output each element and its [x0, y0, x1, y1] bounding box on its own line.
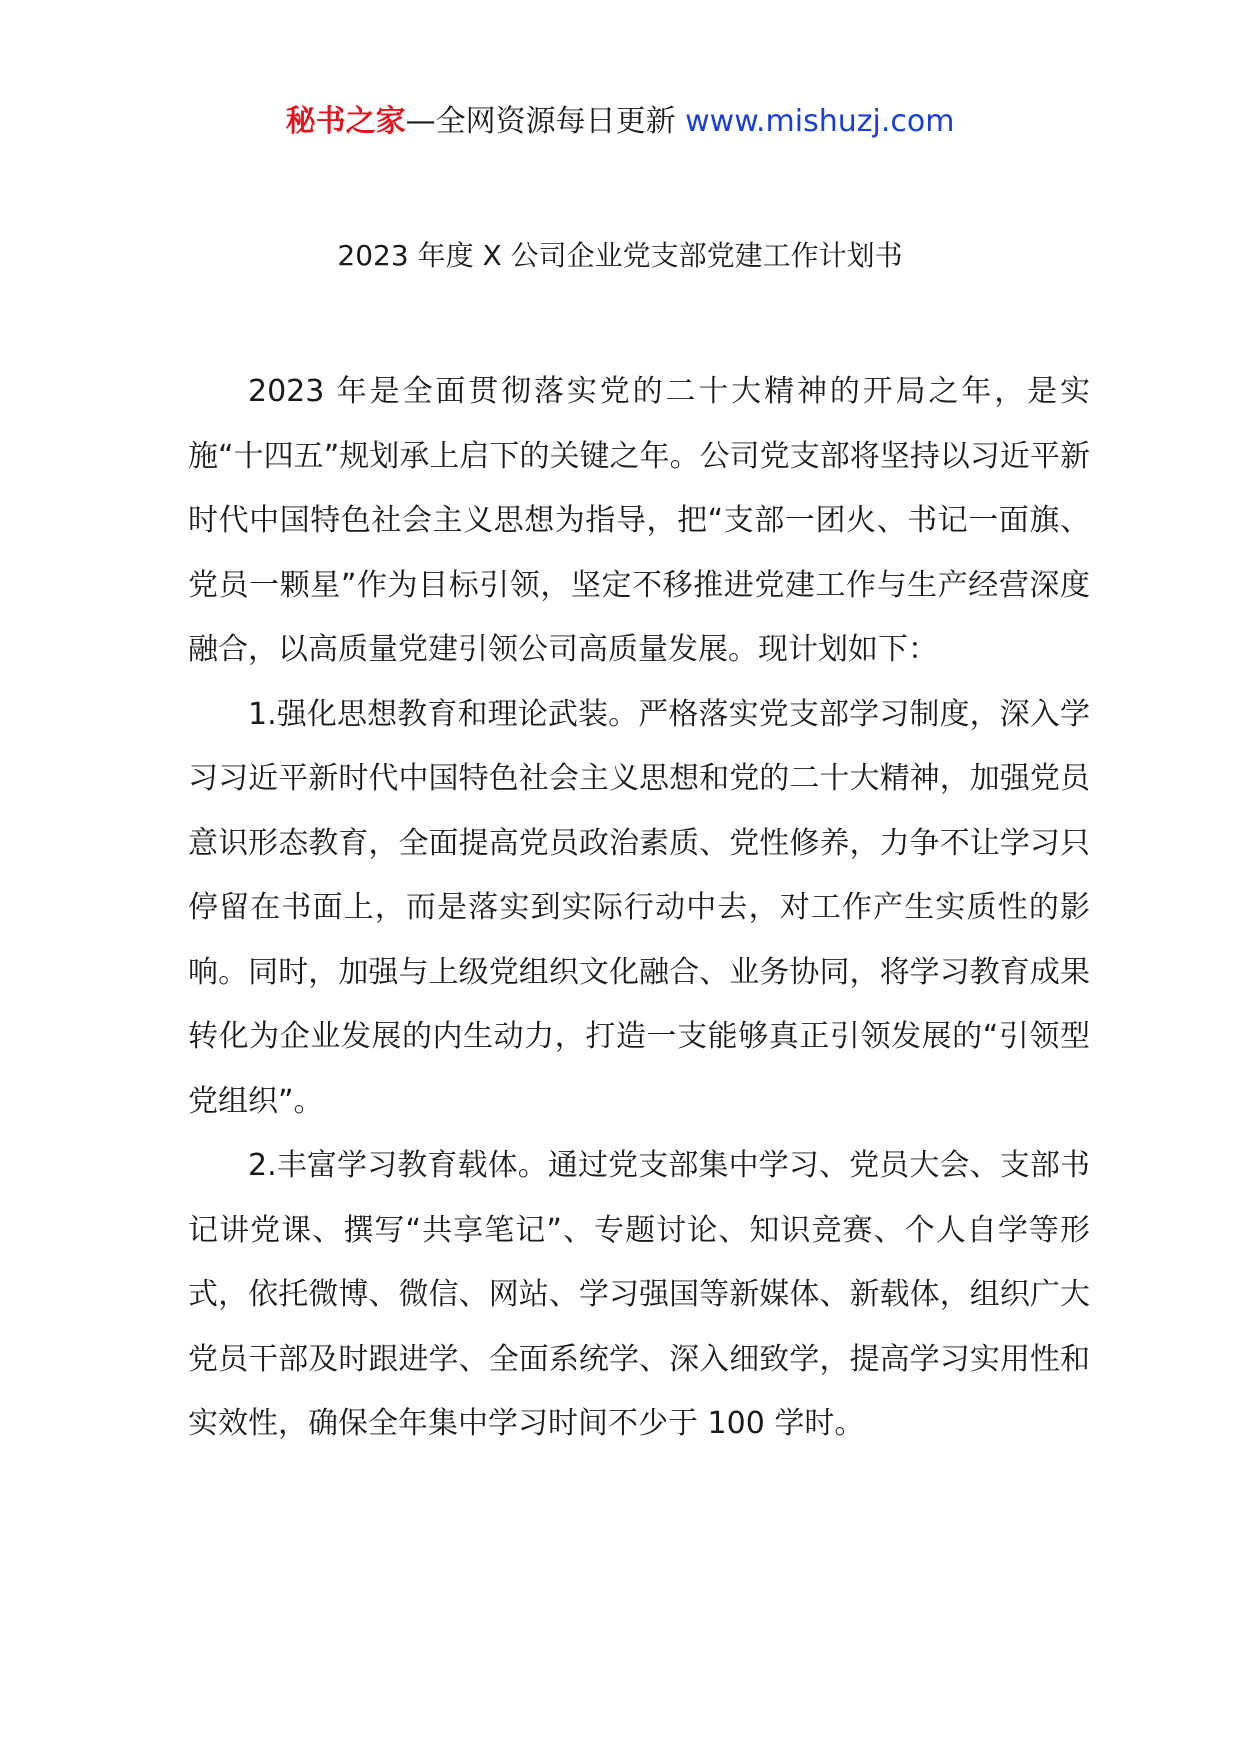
paragraph-intro: 2023 年是全面贯彻落实党的二十大精神的开局之年，是实施“十四五”规划承上启下的关键之年。公司党支部将坚持以习近平新时代中国特色社会主义思想为指导，把“支部一团火、书记一面旗、党员一颗星”作为目标引领，坚定不移推进党建工作与生产经营深度融合，以高质量党建引领公司高质量发展。现计划如下：	[188, 374, 1090, 667]
site-brand: 秘书之家	[285, 104, 406, 139]
site-url-link[interactable]: www.mishuzj.com	[685, 104, 955, 139]
site-tagline: —全网资源每日更新	[405, 104, 686, 139]
site-header	[0, 100, 1240, 144]
paragraph-item-2: 2.丰富学习教育载体。通过党支部集中学习、党员大会、支部书记讲党课、撰写“共享笔记”、专题讨论、知识竞赛、个人自学等形式，依托微博、微信、网站、学习强国等新媒体、新载体，组织广大党员干部及时跟进学、全面系统学、深入细致学，提高学习实用性和实效性，确保全年集中学习时间不少于 100 学时。	[188, 1148, 1090, 1441]
paragraph-item-1: 1.强化思想教育和理论武装。严格落实党支部学习制度，深入学习习近平新时代中国特色社会主义思想和党的二十大精神，加强党员意识形态教育，全面提高党员政治素质、党性修养，力争不让学习只停留在书面上，而是落实到实际行动中去，对工作产生实质性的影响。同时，加强与上级党组织文化融合、业务协同，将学习教育成果转化为企业发展的内生动力，打造一支能够真正引领发展的“引领型党组织”。	[188, 696, 1090, 1119]
document-title: 2023 年度 X 公司企业党支部党建工作计划书	[337, 239, 903, 272]
document-body	[188, 360, 1090, 1457]
